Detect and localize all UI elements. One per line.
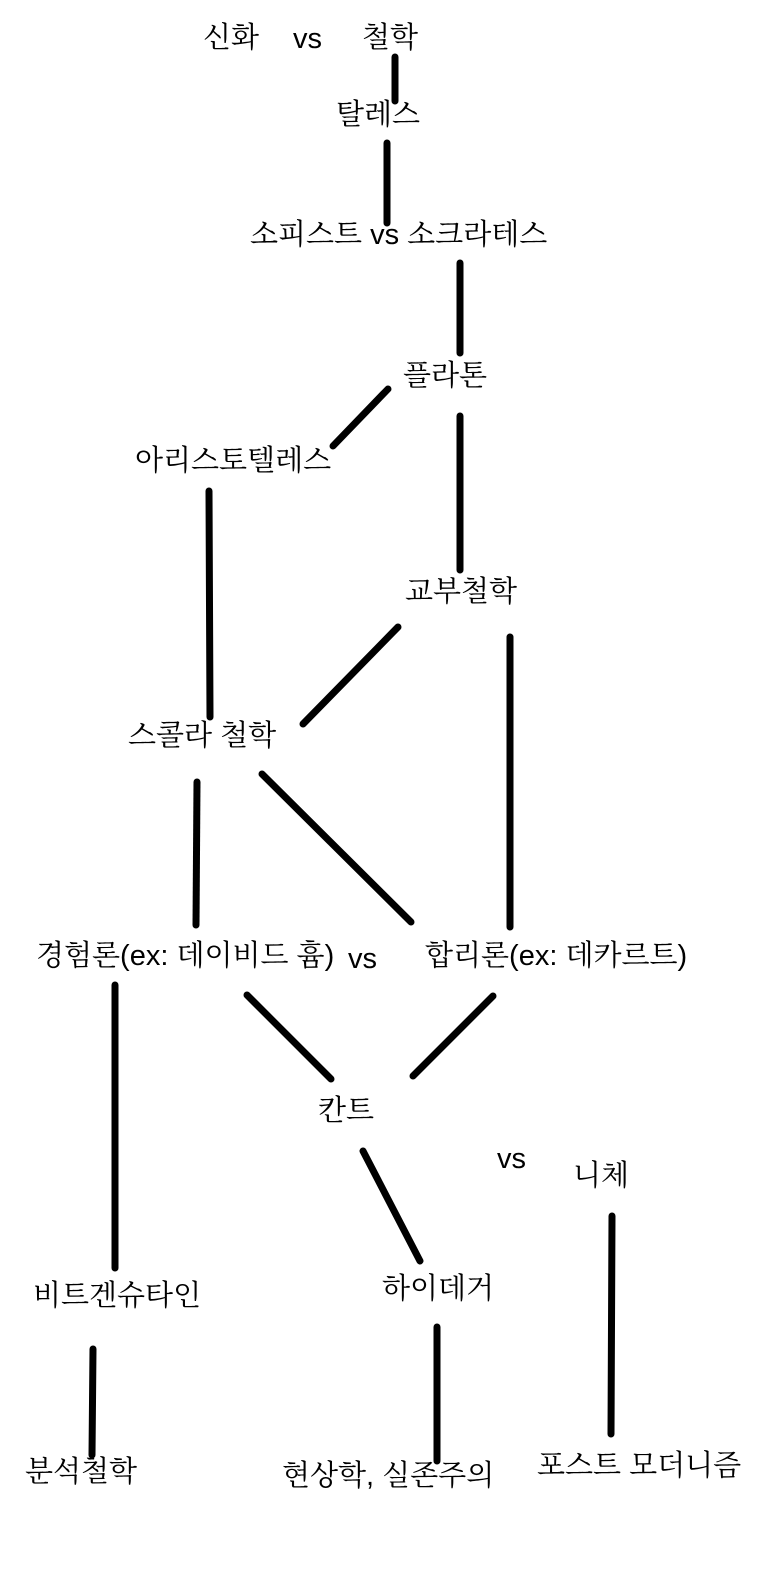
node-heidegger: 하이데거	[382, 1273, 495, 1305]
node-nietzsche: 니체	[573, 1160, 630, 1192]
node-aristotle: 아리스토텔레스	[135, 445, 332, 477]
node-wittgenstein: 비트겐슈타인	[33, 1280, 202, 1312]
node-myth: 신화	[203, 22, 260, 54]
node-thales: 탈레스	[336, 99, 421, 131]
node-rationalism: 합리론(ex: 데카르트)	[425, 940, 688, 972]
node-plato: 플라톤	[403, 360, 488, 392]
node-analytic: 분석철학	[25, 1456, 138, 1488]
node-empiricism: 경험론(ex: 데이비드 흄)	[36, 940, 335, 972]
node-patristic: 교부철학	[405, 576, 518, 608]
node-phenomenology: 현상학, 실존주의	[282, 1460, 495, 1492]
node-kant: 칸트	[318, 1095, 375, 1127]
node-philosophy: 철학	[362, 22, 419, 54]
node-vs-mid: vs	[348, 943, 377, 975]
node-scholastic: 스콜라 철학	[128, 720, 277, 752]
node-vs-lower: vs	[497, 1143, 526, 1175]
node-sophist-vs-socrates: 소피스트 vs 소크라테스	[250, 219, 548, 251]
node-postmodernism: 포스트 모더니즘	[537, 1450, 742, 1482]
node-vs-top: vs	[293, 23, 322, 55]
